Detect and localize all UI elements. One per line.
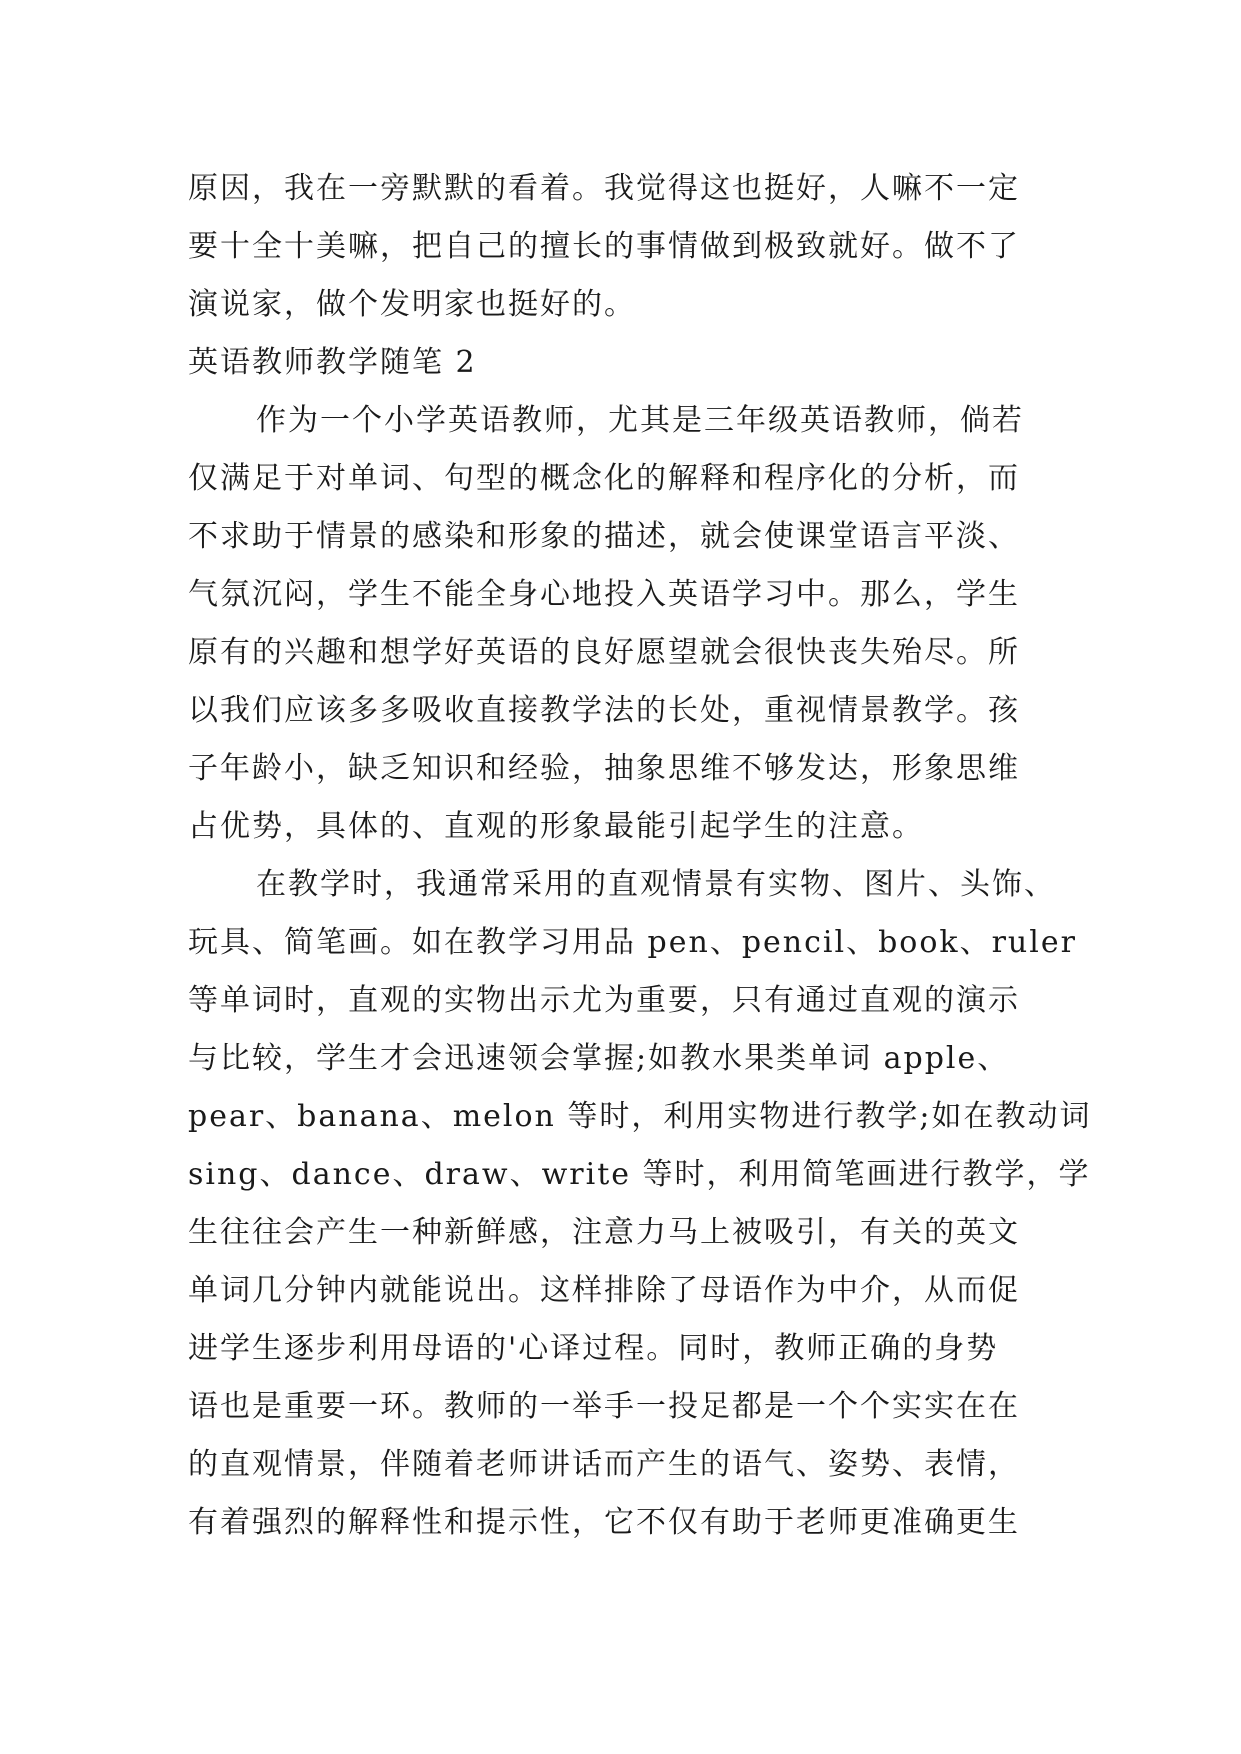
text-line: 原有的兴趣和想学好英语的良好愿望就会很快丧失殆尽。所 [188, 635, 1020, 670]
text-line: 的直观情景，伴随着老师讲话而产生的语气、姿势、表情， [188, 1447, 1020, 1482]
text-line: 生往往会产生一种新鲜感，注意力马上被吸引，有关的英文 [188, 1215, 1020, 1250]
text-line: 原因，我在一旁默默的看着。我觉得这也挺好，人嘛不一定 [188, 171, 1020, 206]
paragraph-first-line: 在教学时，我通常采用的直观情景有实物、图片、头饰、 [256, 867, 1056, 902]
text-line: 语也是重要一环。教师的一举手一投足都是一个个实实在在 [188, 1389, 1020, 1424]
text-line: 等单词时，直观的实物出示尤为重要，只有通过直观的演示 [188, 983, 1020, 1018]
text-line: 占优势，具体的、直观的形象最能引起学生的注意。 [188, 809, 924, 844]
text-line: 有着强烈的解释性和提示性，它不仅有助于老师更准确更生 [188, 1505, 1020, 1540]
text-line: 进学生逐步利用母语的'心译过程。同时，教师正确的身势 [188, 1331, 999, 1366]
paragraph-first-line: 作为一个小学英语教师，尤其是三年级英语教师，倘若 [256, 403, 1024, 438]
text-line: 气氛沉闷，学生不能全身心地投入英语学习中。那么，学生 [188, 577, 1020, 612]
text-line: 仅满足于对单词、句型的概念化的解释和程序化的分析，而 [188, 461, 1020, 496]
text-line: 以我们应该多多吸收直接教学法的长处，重视情景教学。孩 [188, 693, 1020, 728]
text-line: 与比较，学生才会迅速领会掌握;如教水果类单词 apple、 [188, 1041, 1010, 1076]
text-line: 子年龄小，缺乏知识和经验，抽象思维不够发达，形象思维 [188, 751, 1020, 786]
text-line: 要十全十美嘛，把自己的擅长的事情做到极致就好。做不了 [188, 229, 1020, 264]
text-line: 玩具、简笔画。如在教学习用品 pen、pencil、book、ruler [188, 925, 1077, 960]
text-line: 演说家，做个发明家也挺好的。 [188, 287, 636, 322]
document-body [188, 160, 1092, 1552]
text-line: 不求助于情景的感染和形象的描述，就会使课堂语言平淡、 [188, 519, 1020, 554]
text-line: 单词几分钟内就能说出。这样排除了母语作为中介，从而促 [188, 1273, 1020, 1308]
text-line: pear、banana、melon 等时，利用实物进行教学;如在教动词 [188, 1099, 1092, 1134]
text-line: sing、dance、draw、write 等时，利用简笔画进行教学，学 [188, 1157, 1091, 1192]
section-heading: 英语教师教学随笔 2 [188, 345, 477, 380]
